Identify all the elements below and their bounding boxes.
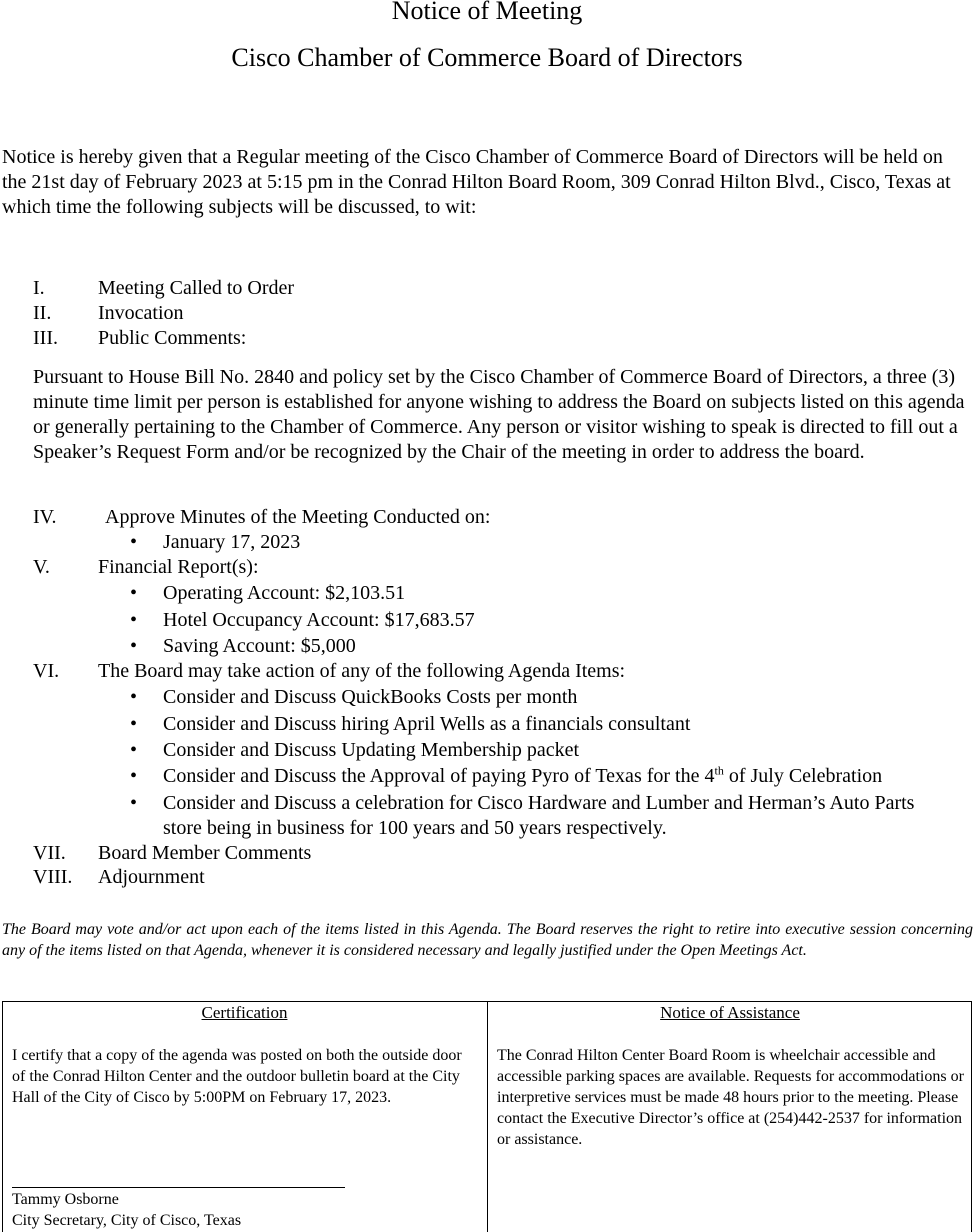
action-item (163, 764, 882, 789)
bullet-icon: • (130, 582, 138, 604)
agenda-item-5: Financial Report(s): (98, 556, 259, 578)
meeting-notice-paragraph: Notice is hereby given that a Regular meeting of the Cisco Chamber of Commerce Board of Directors will be held on the 21st day of February 2023 at 5:15 pm in the Conrad Hilton Board Room, 309 Conrad Hilton Blvd., Cisco, Texas at which time the following subjects will be discussed, to wit: (2, 146, 951, 218)
page-title: Notice of Meeting (391, 0, 583, 25)
bullet-icon: • (130, 765, 138, 787)
agenda-number-1: I. (33, 277, 45, 299)
agenda-number-6: VI. (33, 660, 60, 682)
bullet-icon: • (130, 531, 138, 553)
bullet-icon: • (130, 713, 138, 735)
agenda-item-1: Meeting Called to Order (98, 277, 295, 299)
agenda-number-5: V. (33, 556, 50, 578)
public-comments-paragraph: Pursuant to House Bill No. 2840 and policy set by the Cisco Chamber of Commerce Board of Directors, a three (3) minute time limit per person is established for anyone wishing to address the Board on subjects listed on this agenda or generally pertaining to the Chamber of Commerce. Any person or visitor wishing to speak is directed to fill out a Speaker’s Request Form and/or be recognized by the Chair of the meeting in order to address the board. (33, 366, 965, 463)
bullet-icon: • (130, 609, 138, 631)
agenda-item-7: Board Member Comments (98, 842, 312, 864)
organization-title: Cisco Chamber of Commerce Board of Directors (231, 43, 743, 72)
agenda-number-8: VIII. (33, 866, 73, 888)
table-divider (487, 1001, 488, 1232)
certification-heading: Certification (201, 1003, 288, 1022)
agenda-item-3: Public Comments: (98, 327, 247, 349)
action-item: Consider and Discuss QuickBooks Costs per month (163, 686, 578, 708)
action-item: Consider and Discuss Updating Membership packet (163, 739, 580, 761)
minutes-item: January 17, 2023 (163, 531, 301, 553)
bullet-icon: • (130, 635, 138, 657)
financial-item-hotel: Hotel Occupancy Account: $17,683.57 (163, 609, 475, 631)
agenda-item-2: Invocation (98, 302, 184, 324)
assistance-text: The Conrad Hilton Center Board Room is wheelchair accessible and accessible parking spaces are available. Requests for accommodations or interpretive services must be made 48 hours prior to the meeting. Please contact the Executive Director’s office at (254)442-2537 for information or assistance. (497, 1047, 964, 1148)
action-item-text-start: Consider and Discuss the Approval of paying Pyro of Texas for the 4 (163, 765, 715, 787)
agenda-item-6: The Board may take action of any of the following Agenda Items: (98, 660, 626, 682)
certification-text: I certify that a copy of the agenda was posted on both the outside door of the Conrad Hilton Center and the outdoor bulletin board at the City Hall of the City of Cisco by 5:00PM on February 17, 2023. (12, 1047, 462, 1106)
agenda-number-4: IV. (33, 506, 57, 528)
action-item: Consider and Discuss hiring April Wells as a financials consultant (163, 713, 691, 735)
financial-item-operating: Operating Account: $2,103.51 (163, 582, 406, 604)
ordinal-suffix: th (714, 763, 724, 778)
agenda-item-8: Adjournment (98, 866, 205, 888)
financial-item-saving: Saving Account: $5,000 (163, 635, 356, 657)
agenda-number-7: VII. (33, 842, 66, 864)
action-item: Consider and Discuss a celebration for Cisco Hardware and Lumber and Herman’s Auto Parts store being in business for 100 years and 50 years respectively. (163, 792, 915, 839)
signer-name: Tammy Osborne (12, 1191, 119, 1208)
agenda-number-2: II. (33, 302, 52, 324)
bullet-icon: • (130, 739, 138, 761)
signer-title: City Secretary, City of Cisco, Texas (12, 1212, 242, 1229)
bullet-icon: • (130, 792, 138, 814)
bullet-icon: • (130, 686, 138, 708)
agenda-number-3: III. (33, 327, 58, 349)
action-item-text-end: of July Celebration (723, 765, 883, 787)
assistance-heading: Notice of Assistance (660, 1003, 800, 1022)
agenda-item-4: Approve Minutes of the Meeting Conducted on: (105, 506, 491, 528)
signature-line (12, 1187, 345, 1188)
disclaimer-note: The Board may vote and/or act upon each of the items listed in this Agenda. The Board reserves the right to retire into executive session concerning any of the items listed on that Agenda, whenever it is considered necessary and legally justified under the Open Meetings Act. (2, 921, 973, 959)
